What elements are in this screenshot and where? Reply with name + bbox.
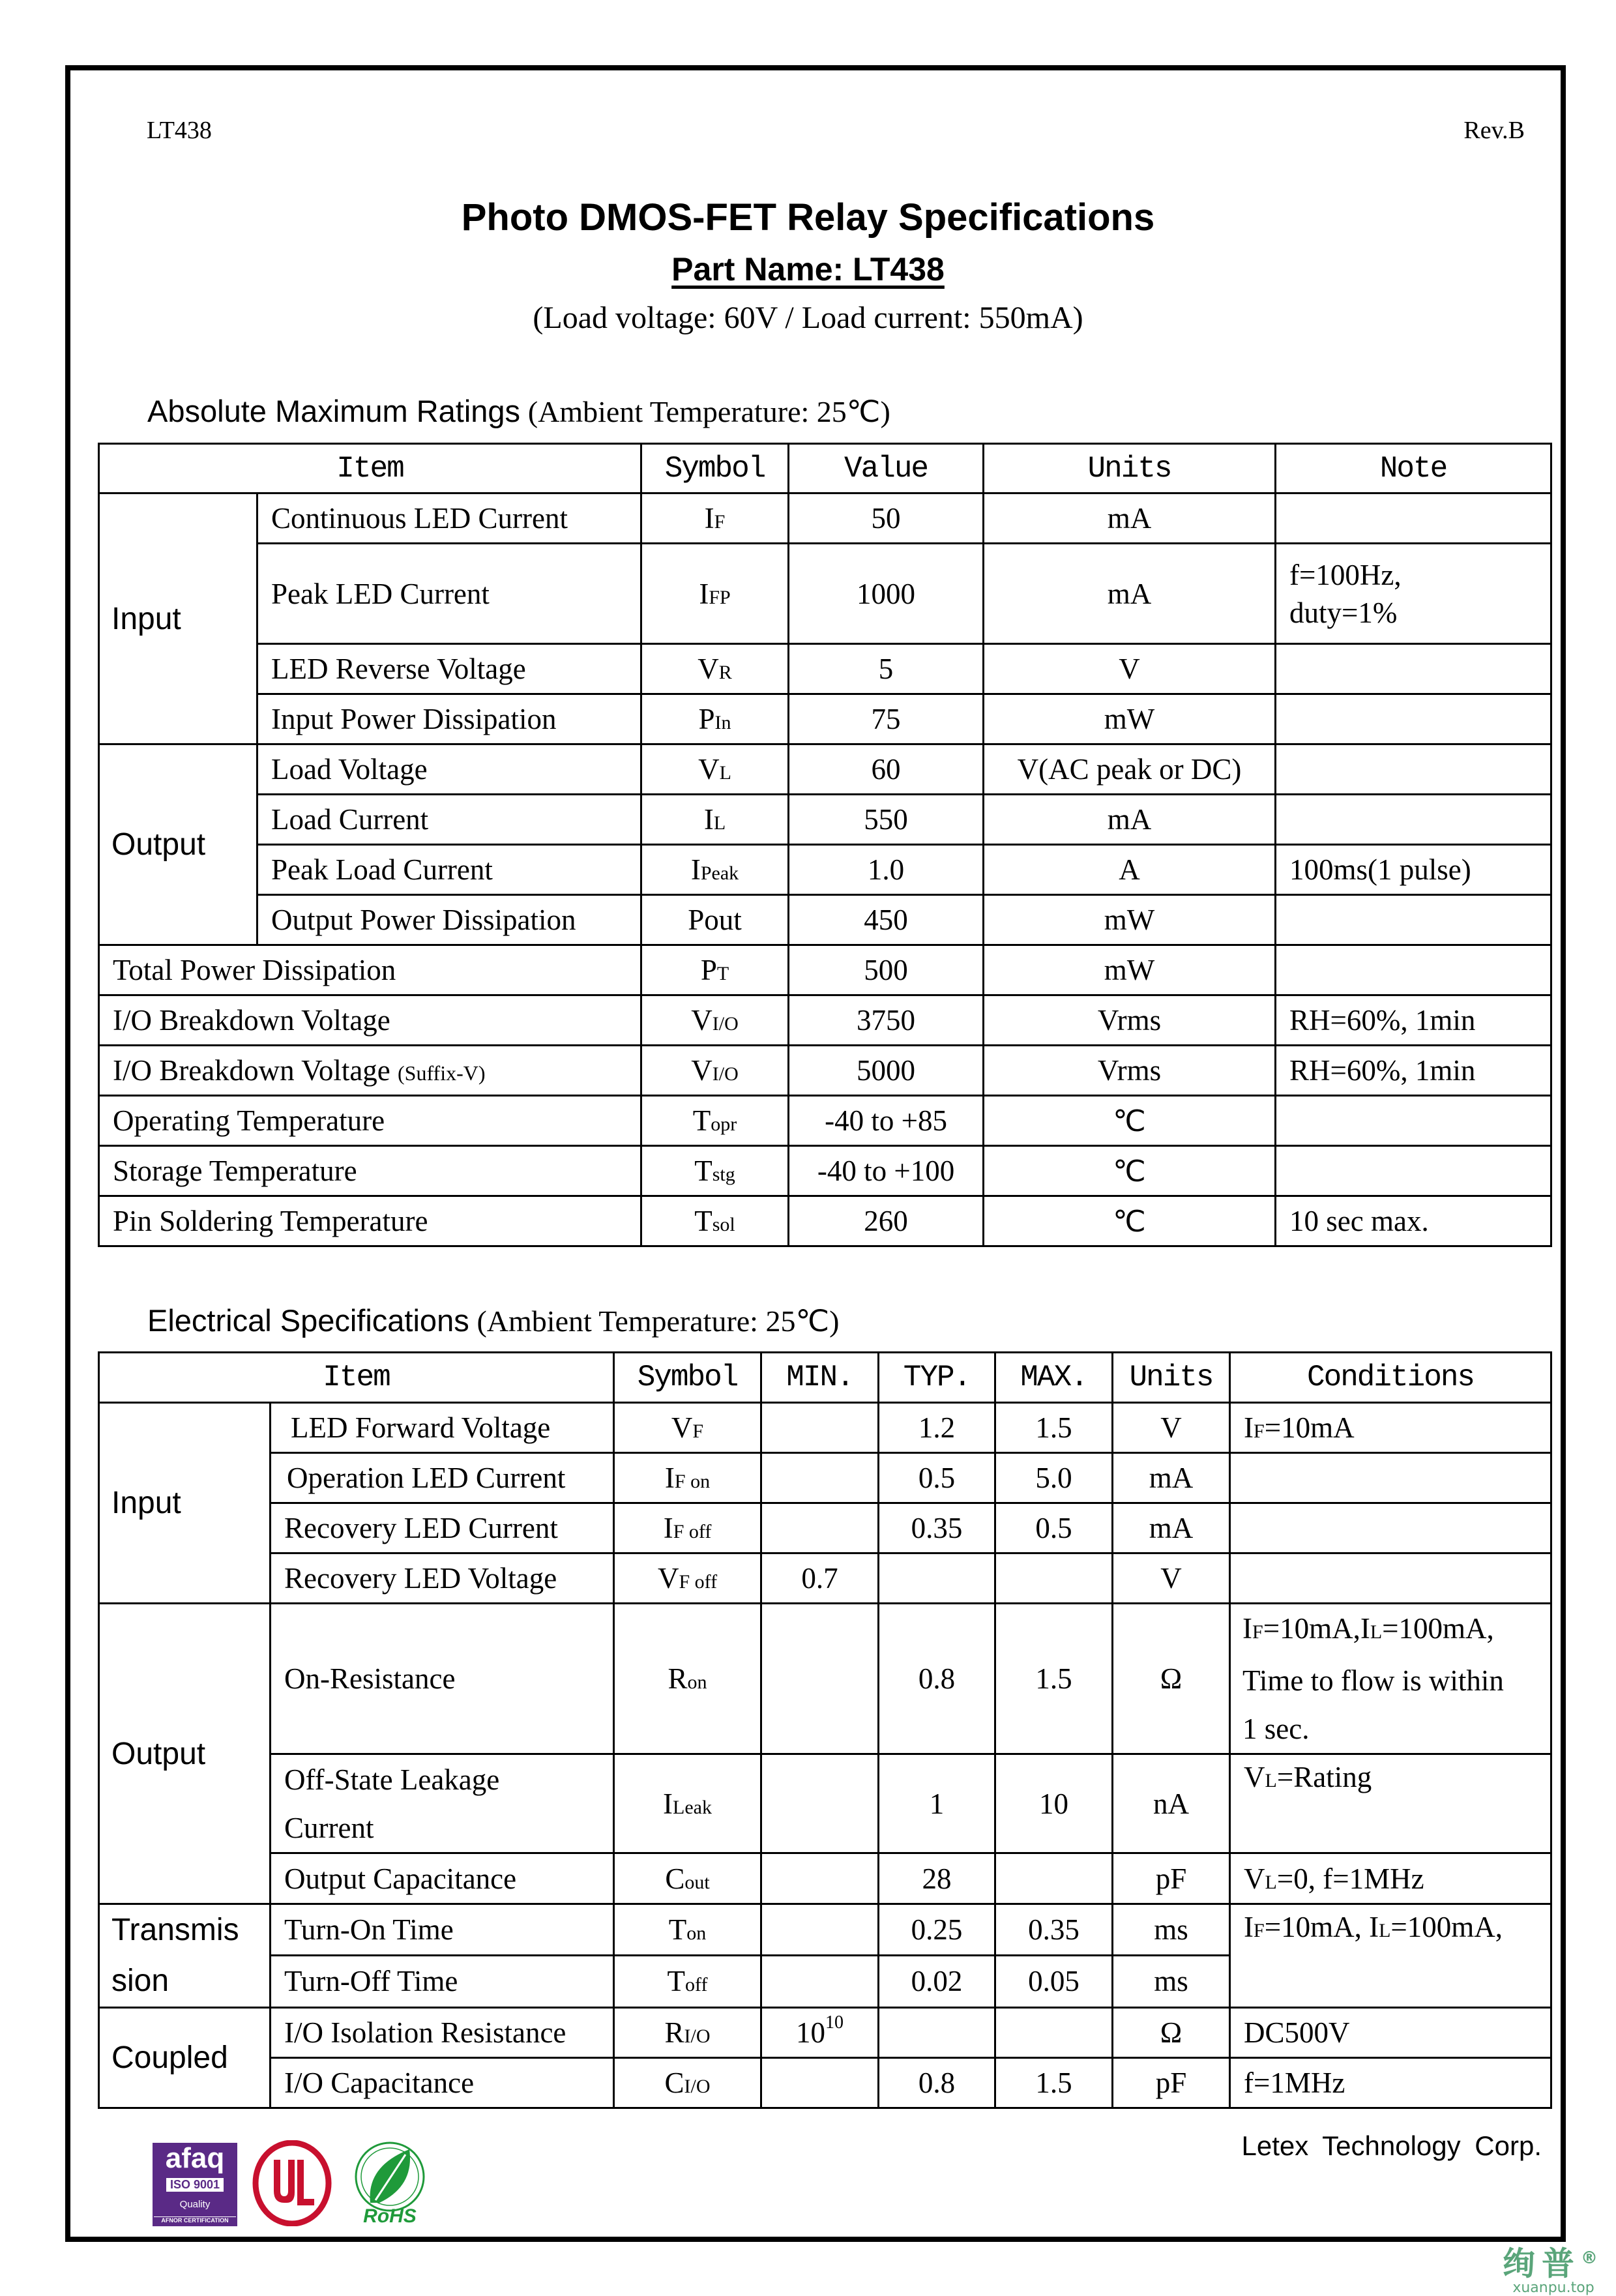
units-cell: mA (1113, 1453, 1230, 1503)
item-cell: I/O Breakdown Voltage (Suffix-V) (99, 1046, 641, 1096)
item-cell: Output Capacitance (271, 1853, 614, 1904)
conditions-cell: DC500V (1230, 2008, 1551, 2058)
item-cell: Recovery LED Voltage (271, 1553, 614, 1604)
symbol-cell: CI/O (614, 2058, 761, 2108)
note-cell (1276, 744, 1551, 795)
symbol-cell: IF (641, 493, 789, 544)
max-cell: 0.35 (995, 1904, 1113, 1956)
table-header-row (99, 444, 1551, 493)
item-cell: Continuous LED Current (257, 493, 641, 544)
units-cell: V (1113, 1403, 1230, 1453)
col-header-item: Item (99, 1353, 614, 1403)
table-row (99, 1754, 1551, 1853)
item-cell: LED Reverse Voltage (257, 644, 641, 694)
table-row (99, 945, 1551, 995)
max-cell: 5.0 (995, 1453, 1113, 1503)
units-cell: ms (1113, 1904, 1230, 1956)
symbol-cell: VI/O (641, 995, 789, 1046)
item-cell: Pin Soldering Temperature (99, 1196, 641, 1246)
col-header-value: Value (789, 444, 984, 493)
typ-cell: 1 (879, 1754, 995, 1853)
units-cell: nA (1113, 1754, 1230, 1853)
max-cell: 1.5 (995, 2058, 1113, 2108)
group-transmission: Transmis sion (99, 1904, 271, 2008)
item-cell: LED Forward Voltage (271, 1403, 614, 1453)
table-row (99, 795, 1551, 845)
item-cell: Input Power Dissipation (257, 694, 641, 744)
col-header-units: Units (1113, 1353, 1230, 1403)
value-cell: -40 to +100 (789, 1146, 984, 1196)
min-cell (761, 1853, 879, 1904)
max-cell (995, 2008, 1113, 2058)
table-row (99, 2058, 1551, 2108)
units-cell: V(AC peak or DC) (984, 744, 1276, 795)
symbol-cell: VI/O (641, 1046, 789, 1096)
col-header-note: Note (1276, 444, 1551, 493)
max-cell: 0.05 (995, 1955, 1113, 2007)
table-row (99, 1046, 1551, 1096)
table-row (99, 995, 1551, 1046)
doc-code: LT438 (147, 117, 212, 144)
watermark (1503, 2241, 1604, 2295)
conditions-cell: VL=0, f=1MHz (1230, 1853, 1551, 1904)
symbol-cell: IF off (614, 1503, 761, 1553)
note-cell: f=100Hz, duty=1% (1276, 544, 1551, 644)
value-cell: -40 to +85 (789, 1096, 984, 1146)
max-cell: 0.5 (995, 1503, 1113, 1553)
units-cell: pF (1113, 2058, 1230, 2108)
units-cell: V (984, 644, 1276, 694)
ul-logo-icon (249, 2140, 335, 2226)
typ-cell: 28 (879, 1853, 995, 1904)
item-cell: Peak Load Current (257, 845, 641, 895)
max-cell: 1.5 (995, 1604, 1113, 1754)
value-cell: 50 (789, 493, 984, 544)
symbol-cell: IF on (614, 1453, 761, 1503)
max-cell (995, 1853, 1113, 1904)
note-cell (1276, 1096, 1551, 1146)
page-title: Photo DMOS-FET Relay Specifications (461, 196, 1155, 239)
item-cell: Off-State Leakage Current (271, 1754, 614, 1853)
min-cell (761, 1754, 879, 1853)
item-cell: Peak LED Current (257, 544, 641, 644)
units-cell: mA (1113, 1503, 1230, 1553)
units-cell: mA (984, 544, 1276, 644)
symbol-cell: VF (614, 1403, 761, 1453)
value-cell: 550 (789, 795, 984, 845)
typ-cell: 0.8 (879, 1604, 995, 1754)
item-cell: Storage Temperature (99, 1146, 641, 1196)
symbol-cell: ILeak (614, 1754, 761, 1853)
rohs-leaf-logo-icon (347, 2140, 433, 2226)
conditions-cell: VL=Rating (1230, 1754, 1551, 1853)
certification-logos (153, 2141, 433, 2226)
units-cell: pF (1113, 1853, 1230, 1904)
item-cell: Total Power Dissipation (99, 945, 641, 995)
load-summary: (Load voltage: 60V / Load current: 550mA) (533, 301, 1083, 335)
watermark-url: xuanpu.top (1512, 2279, 1594, 2296)
units-cell: mW (984, 945, 1276, 995)
value-cell: 450 (789, 895, 984, 945)
symbol-cell: Pout (641, 895, 789, 945)
typ-cell: 0.25 (879, 1904, 995, 1956)
table-row (99, 1453, 1551, 1503)
item-cell: Load Current (257, 795, 641, 845)
units-cell: Vrms (984, 995, 1276, 1046)
col-header-symbol: Symbol (614, 1353, 761, 1403)
item-cell: Operation LED Current (271, 1453, 614, 1503)
note-cell: RH=60%, 1min (1276, 1046, 1551, 1096)
item-cell: Recovery LED Current (271, 1503, 614, 1553)
abs-max-table (98, 443, 1552, 1247)
symbol-cell: PT (641, 945, 789, 995)
value-cell: 1.0 (789, 845, 984, 895)
symbol-cell: Tsol (641, 1196, 789, 1246)
symbol-cell: VR (641, 644, 789, 694)
note-cell (1276, 493, 1551, 544)
units-cell: V (1113, 1553, 1230, 1604)
symbol-cell: Ron (614, 1604, 761, 1754)
value-cell: 5000 (789, 1046, 984, 1096)
group-input: Input (99, 1403, 271, 1604)
symbol-cell: IFP (641, 544, 789, 644)
table-header-row (99, 1353, 1551, 1403)
table-row (99, 1096, 1551, 1146)
symbol-cell: Toff (614, 1955, 761, 2007)
col-header-item: Item (99, 444, 641, 493)
value-cell: 75 (789, 694, 984, 744)
value-cell: 3750 (789, 995, 984, 1046)
item-cell: I/O Isolation Resistance (271, 2008, 614, 2058)
electrical-table (98, 1351, 1552, 2109)
item-cell: Load Voltage (257, 744, 641, 795)
note-cell: 100ms(1 pulse) (1276, 845, 1551, 895)
watermark-text: 绚普 (1503, 2244, 1581, 2283)
min-cell (761, 1503, 879, 1553)
part-name: Part Name: LT438 (671, 251, 945, 287)
note-cell (1276, 795, 1551, 845)
min-cell (761, 1403, 879, 1453)
typ-cell (879, 1553, 995, 1604)
units-cell: Ω (1113, 2008, 1230, 2058)
note-cell (1276, 945, 1551, 995)
note-cell: RH=60%, 1min (1276, 995, 1551, 1046)
max-cell: 1.5 (995, 1403, 1113, 1453)
table-row (99, 1553, 1551, 1604)
item-cell: Output Power Dissipation (257, 895, 641, 945)
table-row (99, 1403, 1551, 1453)
max-cell: 10 (995, 1754, 1113, 1853)
symbol-cell: Ton (614, 1904, 761, 1956)
max-cell (995, 1553, 1113, 1604)
typ-cell (879, 2008, 995, 2058)
value-cell: 260 (789, 1196, 984, 1246)
conditions-cell: IF=10mA (1230, 1403, 1551, 1453)
min-cell (761, 1955, 879, 2007)
typ-cell: 1.2 (879, 1403, 995, 1453)
units-cell: mW (984, 694, 1276, 744)
units-cell: mW (984, 895, 1276, 945)
units-cell: Vrms (984, 1046, 1276, 1096)
item-cell: On-Resistance (271, 1604, 614, 1754)
revision: Rev.B (1463, 117, 1525, 144)
typ-cell: 0.5 (879, 1453, 995, 1503)
note-cell (1276, 895, 1551, 945)
value-cell: 60 (789, 744, 984, 795)
units-cell: mA (984, 795, 1276, 845)
min-cell (761, 1904, 879, 1956)
table-row (99, 694, 1551, 744)
units-cell: ms (1113, 1955, 1230, 2007)
col-header-max: MAX. (995, 1353, 1113, 1403)
col-header-min: MIN. (761, 1353, 879, 1403)
symbol-cell: IPeak (641, 845, 789, 895)
table-row (99, 493, 1551, 544)
table-row (99, 544, 1551, 644)
value-cell: 500 (789, 945, 984, 995)
note-cell (1276, 1146, 1551, 1196)
abs-max-heading: Absolute Maximum Ratings (Ambient Temperature: 25℃) (147, 394, 890, 428)
units-cell: A (984, 845, 1276, 895)
note-cell (1276, 694, 1551, 744)
group-input: Input (99, 493, 257, 744)
typ-cell: 0.02 (879, 1955, 995, 2007)
symbol-cell: Topr (641, 1096, 789, 1146)
table-row (99, 1146, 1551, 1196)
item-cell: I/O Breakdown Voltage (99, 995, 641, 1046)
electrical-heading: Electrical Specifications (Ambient Temperature: 25℃) (147, 1303, 840, 1338)
note-cell (1276, 644, 1551, 694)
min-cell (761, 2058, 879, 2108)
conditions-cell (1230, 1553, 1551, 1604)
group-output: Output (99, 744, 257, 945)
conditions-cell: f=1MHz (1230, 2058, 1551, 2108)
col-header-typ: TYP. (879, 1353, 995, 1403)
units-cell: ℃ (984, 1146, 1276, 1196)
table-row (99, 644, 1551, 694)
min-cell: $10^{10}$ (761, 2008, 879, 2058)
table-row (99, 744, 1551, 795)
table-row (99, 1904, 1551, 1956)
table-row (99, 1853, 1551, 1904)
conditions-cell (1230, 1503, 1551, 1553)
typ-cell: 0.35 (879, 1503, 995, 1553)
group-output: Output (99, 1604, 271, 1904)
table-row (99, 2008, 1551, 2058)
col-header-conditions: Conditions (1230, 1353, 1551, 1403)
svg-text:RoHS: RoHS (363, 2205, 417, 2226)
col-header-symbol: Symbol (641, 444, 789, 493)
conditions-cell: IF=10mA, IL=100mA, (1230, 1904, 1551, 2008)
table-row (99, 895, 1551, 945)
table-row (99, 1196, 1551, 1246)
symbol-cell: IL (641, 795, 789, 845)
note-cell: 10 sec max. (1276, 1196, 1551, 1246)
units-cell: Ω (1113, 1604, 1230, 1754)
min-cell (761, 1453, 879, 1503)
item-cell: Operating Temperature (99, 1096, 641, 1146)
table-row (99, 1604, 1551, 1754)
symbol-cell: VL (641, 744, 789, 795)
group-coupled: Coupled (99, 2008, 271, 2108)
registered-mark-icon: ® (1581, 2248, 1604, 2268)
company-name: Letex Technology Corp. (1241, 2130, 1542, 2161)
item-cell: Turn-On Time (271, 1904, 614, 1956)
item-cell: Turn-Off Time (271, 1955, 614, 2007)
item-cell: I/O Capacitance (271, 2058, 614, 2108)
symbol-cell: VF off (614, 1553, 761, 1604)
symbol-cell: Cout (614, 1853, 761, 1904)
units-cell: ℃ (984, 1096, 1276, 1146)
value-cell: 5 (789, 644, 984, 694)
symbol-cell: Tstg (641, 1146, 789, 1196)
table-row (99, 845, 1551, 895)
conditions-cell: IF=10mA,IL=100mA, Time to flow is within 1 sec. (1230, 1604, 1551, 1754)
afaq-iso9001-logo-icon: afaq ISO 9001 Quality AFNOR CERTIFICATION (153, 2143, 237, 2226)
table-row (99, 1503, 1551, 1553)
min-cell (761, 1604, 879, 1754)
units-cell: ℃ (984, 1196, 1276, 1246)
col-header-units: Units (984, 444, 1276, 493)
typ-cell: 0.8 (879, 2058, 995, 2108)
units-cell: mA (984, 493, 1276, 544)
value-cell: 1000 (789, 544, 984, 644)
symbol-cell: RI/O (614, 2008, 761, 2058)
min-cell: 0.7 (761, 1553, 879, 1604)
conditions-cell (1230, 1453, 1551, 1503)
symbol-cell: PIn (641, 694, 789, 744)
